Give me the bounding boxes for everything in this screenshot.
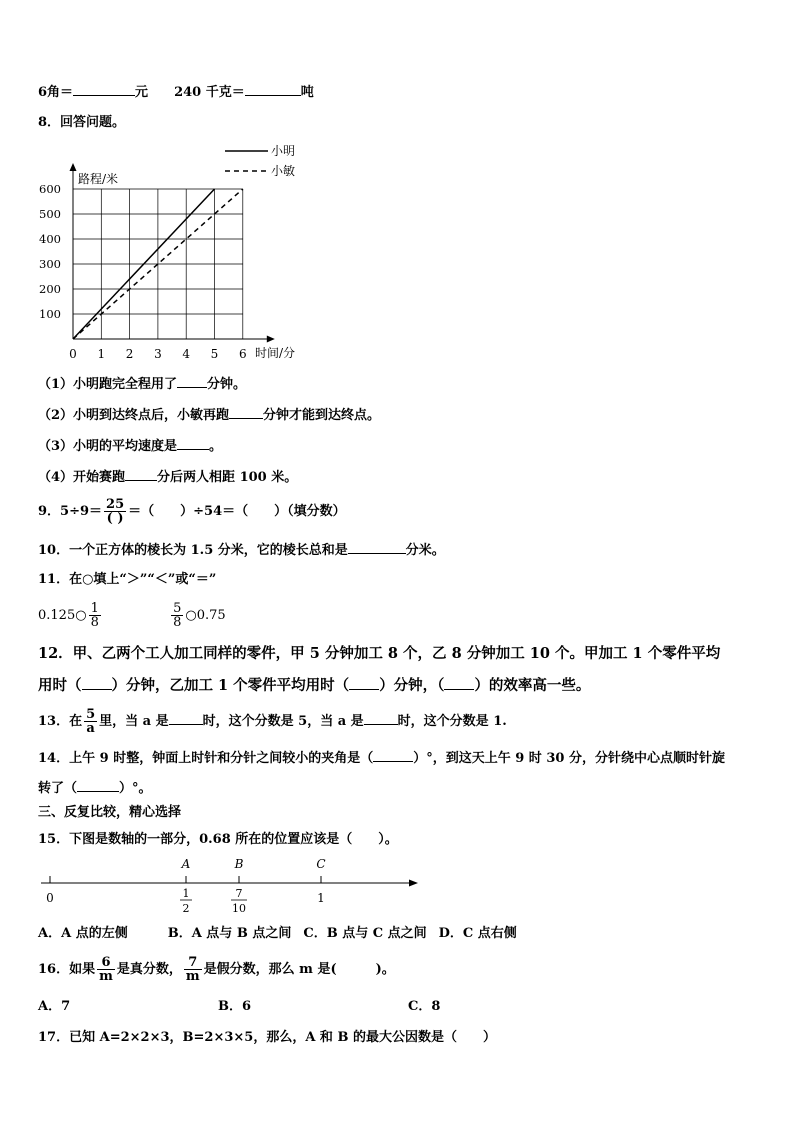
answer-blank[interactable] [169,711,203,725]
answer-blank[interactable] [349,676,379,690]
q8-title: 8．回答问题。 [38,115,126,130]
option-a[interactable]: A．7 [38,999,71,1014]
q15-title: 15．下图是数轴的一部分，0.68 所在的位置应该是（ ）。 [38,832,398,847]
y-axis-label: 路程/米 [78,172,119,186]
option-d[interactable]: D．C 点右侧 [438,926,517,941]
y-axis-arrow [70,163,77,171]
q17: 17．已知 A=2×2×3，B=2×3×5，那么，A 和 B 的最大公因数是（ ） [38,1030,496,1045]
value-a-den: 2 [182,902,190,915]
value-b-den: 10 [232,902,246,915]
q13: 13．在 $\frac{5}{a}$ 里，当 a 是 时，这个分数是 5，当 a 是 时，这个分数是 1. [38,707,507,736]
answer-blank[interactable] [177,436,209,450]
q15-options [38,925,517,943]
x-tick-label: 0 [69,347,77,361]
answer-blank[interactable] [245,82,301,96]
q12-line-2: 用时（ ）分钟，乙加工 1 个零件平均用时（ ）分钟，（ ）的效率高一些。 [38,677,591,694]
option-c[interactable]: C．B 点与 C 点之间 [303,926,427,941]
y-tick-label: 500 [39,207,61,221]
compare-circle[interactable]: ○ [75,608,87,623]
value-zero: 0 [46,891,54,905]
y-tick-label: 300 [39,257,61,271]
q10: 10．一个正方体的棱长为 1.5 分米，它的棱长总和是 分米。 [38,540,445,560]
answer-blank[interactable] [444,676,474,690]
chart-axes [70,163,275,343]
y-tick-label: 600 [39,182,61,196]
x-tick-label: 5 [210,347,219,361]
x-tick-label: 6 [238,347,247,361]
q7-line: 6角＝ 元 240 千克＝ 吨 [38,82,314,102]
x-axis-arrow [267,336,275,343]
section-3-heading: 三、反复比较，精心选择 [38,805,182,820]
chart-legend [225,144,295,178]
y-tick-label: 400 [39,232,61,246]
legend-label: 小明 [271,144,296,158]
q11-comparisons: 0.125○ $\frac{1}{8}$ $\frac{5}{8}$ ○0.75 [38,601,226,630]
x-tick-label: 1 [97,347,106,361]
answer-blank[interactable] [364,711,398,725]
q9-fraction: $\frac{25}{( )}$ [106,497,125,526]
x-axis-label: 时间/分 [255,346,296,360]
q11-title: 11．在○填上“＞”“＜”或“＝” [38,572,217,587]
q8-sub-4: （4）开始赛跑 分后两人相距 100 米。 [38,467,297,487]
option-b[interactable]: B．A 点与 B 点之间 [167,926,292,941]
option-c[interactable]: C．8 [408,999,441,1014]
q12-line-1: 12．甲、乙两个工人加工同样的零件，甲 5 分钟加工 8 个，乙 8 分钟加工 10 个。甲加工 1 个零件平均 [38,645,721,662]
answer-blank[interactable] [73,82,135,96]
answer-blank[interactable] [177,374,207,388]
answer-blank[interactable] [82,676,112,690]
option-b[interactable]: B．6 [218,999,252,1014]
q7-part-b: 240 千克＝ [174,85,245,100]
answer-blank[interactable] [229,405,263,419]
q9: 9．5÷9＝ $\frac{25}{( )}$ ＝（ ）÷54＝（ ）（填分数） [38,497,346,526]
q8-line-chart [30,138,330,366]
answer-blank[interactable] [348,540,406,554]
answer-blank[interactable] [77,778,119,792]
y-tick-label: 200 [39,282,61,296]
q8-sub-2: （2）小明到达终点后，小敏再跑 分钟才能到达终点。 [38,405,380,425]
q14-line-2: 转了（ ）°。 [38,778,152,798]
x-tick-label: 4 [182,347,191,361]
point-label-a: A [181,857,191,871]
y-tick-label: 100 [39,307,61,321]
q7-part-a: 6角＝ [38,85,74,100]
x-tick-label: 3 [154,347,162,361]
compare-circle[interactable]: ○ [185,608,197,623]
number-line-arrow [409,880,418,887]
value-a-num: 1 [182,887,190,900]
q16: 16．如果 $\frac{6}{m}$ 是真分数， $\frac{7}{m}$ 是假分数，那么 m 是( )。 [38,955,395,984]
legend-label: 小敏 [271,164,296,178]
point-label-c: C [316,857,326,871]
q16-options [38,998,440,1016]
answer-blank[interactable] [125,467,157,481]
answer-blank[interactable] [373,748,413,762]
option-a[interactable]: A．A 点的左侧 [38,926,128,941]
x-tick-label: 2 [125,347,134,361]
point-label-b: B [234,857,244,871]
q14-line-1: 14．上午 9 时整，钟面上时针和分针之间较小的夹角是（ ）°，到这天上午 9 时 30 分，分针绕中心点顺时针旋 [38,748,725,768]
value-b-num: 7 [235,887,243,900]
q8-sub-3: （3）小明的平均速度是 。 [38,436,222,456]
value-c: 1 [317,891,325,905]
q15-number-line [36,852,428,918]
q8-sub-1: （1）小明跑完全程用了 分钟。 [38,374,246,394]
